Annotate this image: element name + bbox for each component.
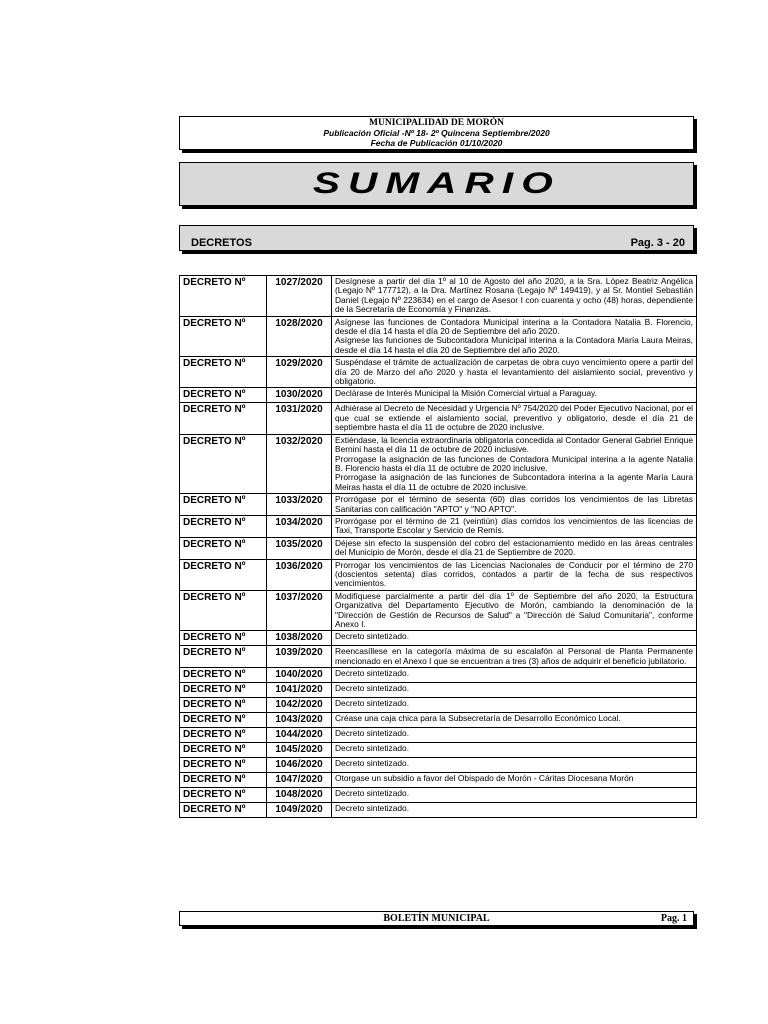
decree-row (180, 559, 697, 590)
decree-number: 1036/2020 (267, 559, 332, 590)
decree-number: 1041/2020 (267, 683, 332, 698)
decree-description: Desígnese a partir del día 1º al 10 de Agosto del año 2020, a la Sra. López Beatriz Angélica (Legajo Nº 177712), a la Dra. Martínez Rosana (Legajo Nº 149419), y al Sr. Montiel Sebastián Daniel (Legajo Nº 223634) en el cargo de Asesor I con cuarenta y ocho (48) horas, dependiente de la Secretaría de Economía y Finanzas. (332, 276, 697, 317)
decree-row (180, 590, 697, 631)
decree-number: 1046/2020 (267, 758, 332, 773)
decree-description: Otorgase un subsidio a favor del Obispado de Morón - Cáritas Diocesana Morón (332, 773, 697, 788)
page-footer (179, 911, 694, 926)
decree-description: Decreto sintetizado. (332, 631, 697, 646)
decree-description: Asígnese las funciones de Contadora Municipal interina a la Contadora Natalia B. Florencio, desde el día 14 hasta el día 20 de Septiembre del año 2020. Asígnese las funciones de Subcontadora Municipal interina a la Contadora María Laura Meiras, desde el día 14 hasta el día 20 de Septiembre del año 2020. (332, 316, 697, 357)
decree-number: 1038/2020 (267, 631, 332, 646)
decree-label: DECRETO Nº (180, 357, 267, 388)
decree-row (180, 316, 697, 357)
decree-label: DECRETO Nº (180, 713, 267, 728)
decree-label: DECRETO Nº (180, 728, 267, 743)
decree-description: Déjese sin efecto la suspensión del cobro del estacionamiento medido en las áreas centrales del Municipio de Morón, desde el día 21 de Septiembre de 2020. (332, 537, 697, 559)
decree-description: Prorrógase por el término de sesenta (60) días corridos los vencimientos de las Libretas Sanitarias con calificación "APTO" y "NO APTO". (332, 494, 697, 516)
decree-description: Decreto sintetizado. (332, 803, 697, 818)
decree-row (180, 683, 697, 698)
decree-label: DECRETO Nº (180, 646, 267, 668)
decree-description: Decreto sintetizado. (332, 743, 697, 758)
decree-description: Créase una caja chica para la Subsecretaría de Desarrollo Económico Local. (332, 713, 697, 728)
decree-label: DECRETO Nº (180, 631, 267, 646)
municipality-name: MUNICIPALIDAD DE MORÓN (369, 118, 504, 128)
decree-description: Suspéndase el trámite de actualización de carpetas de obra cuyo vencimiento opere a partir del día 20 de Marzo del año 2020 y hasta el levantamiento del aislamiento social, preventivo y obligatorio. (332, 357, 697, 388)
decree-number: 1030/2020 (267, 388, 332, 403)
decrees-table-body (180, 276, 697, 818)
decree-number: 1047/2020 (267, 773, 332, 788)
decree-label: DECRETO Nº (180, 743, 267, 758)
decree-row (180, 494, 697, 516)
decree-number: 1042/2020 (267, 698, 332, 713)
decree-label: DECRETO Nº (180, 388, 267, 403)
decree-number: 1044/2020 (267, 728, 332, 743)
decree-row (180, 758, 697, 773)
section-header (179, 225, 694, 251)
decree-number: 1045/2020 (267, 743, 332, 758)
decree-number: 1049/2020 (267, 803, 332, 818)
decree-label: DECRETO Nº (180, 773, 267, 788)
decree-row (180, 276, 697, 317)
decree-label: DECRETO Nº (180, 276, 267, 317)
decree-description: Decreto sintetizado. (332, 683, 697, 698)
decree-row (180, 631, 697, 646)
section-name: DECRETOS (191, 237, 252, 249)
decree-description: Reencasíllese en la categoría máxima de su escalafón al Personal de Planta Permanente mencionado en el Anexo I que se encuentran a tres (3) años de adquirir el beneficio jubilatorio. (332, 646, 697, 668)
decree-label: DECRETO Nº (180, 758, 267, 773)
decree-number: 1028/2020 (267, 316, 332, 357)
decree-description: Prorrogar los vencimientos de las Licencias Nacionales de Conducir por el término de 270 (doscientos setenta) días corridos, contados a partir de la fecha de sus respectivos vencimientos. (332, 559, 697, 590)
decree-description: Adhiérase al Decreto de Necesidad y Urgencia Nº 754/2020 del Poder Ejecutivo Nacional, por el que cual se extiende el aislamiento social, preventivo y obligatorio, desde el día 21 de septiembre hasta el día 11 de octubre de 2020 inclusive. (332, 403, 697, 434)
decree-row (180, 803, 697, 818)
summary-title: SUMARIO (312, 167, 561, 200)
decree-number: 1031/2020 (267, 403, 332, 434)
publication-number: Publicación Oficial -Nº 18- 2º Quincena Septiembre/2020 (323, 128, 550, 138)
decree-row (180, 357, 697, 388)
decree-label: DECRETO Nº (180, 590, 267, 631)
decree-number: 1027/2020 (267, 276, 332, 317)
decree-label: DECRETO Nº (180, 515, 267, 537)
decrees-table (179, 275, 697, 818)
decree-label: DECRETO Nº (180, 494, 267, 516)
decree-label: DECRETO Nº (180, 316, 267, 357)
decree-label: DECRETO Nº (180, 803, 267, 818)
decree-description: Prorrógase por el término de 21 (veintiún) días corridos los vencimientos de las licencias de Taxi, Transporte Escolar y Servicio de Remís. (332, 515, 697, 537)
footer-title: BOLETÍN MUNICIPAL (383, 913, 490, 924)
decree-label: DECRETO Nº (180, 788, 267, 803)
decree-description: Decreto sintetizado. (332, 698, 697, 713)
decree-row (180, 515, 697, 537)
decree-number: 1037/2020 (267, 590, 332, 631)
decree-label: DECRETO Nº (180, 537, 267, 559)
publication-header (179, 116, 694, 150)
decree-row (180, 788, 697, 803)
decree-number: 1032/2020 (267, 434, 332, 493)
decree-number: 1040/2020 (267, 668, 332, 683)
decree-label: DECRETO Nº (180, 683, 267, 698)
decree-label: DECRETO Nº (180, 434, 267, 493)
decree-label: DECRETO Nº (180, 668, 267, 683)
decree-number: 1039/2020 (267, 646, 332, 668)
decree-description: Declárase de Interés Municipal la Misión Comercial virtual a Paraguay. (332, 388, 697, 403)
decree-row (180, 698, 697, 713)
decree-number: 1029/2020 (267, 357, 332, 388)
decree-number: 1043/2020 (267, 713, 332, 728)
section-pages: Pag. 3 - 20 (630, 237, 685, 249)
decree-row (180, 668, 697, 683)
decree-row (180, 646, 697, 668)
decree-row (180, 403, 697, 434)
decree-description: Decreto sintetizado. (332, 668, 697, 683)
decree-description: Extiéndase, la licencia extraordinaria obligatoria concedida al Contador General Gabriel Enrique Bernini hasta el día 11 de octubre de 2020 inclusive. Prorrogase la asignación de las funciones de Contadora Municipal interina a la agente Natalia B. Florencio hasta el día 11 de octubre de 2020 inclusive. Prorrogase la asignación de las funciones de Subcontadora interina a la agente María Laura Meiras hasta el día 11 de octubre de 2020 inclusive. (332, 434, 697, 493)
decree-row (180, 773, 697, 788)
decree-label: DECRETO Nº (180, 698, 267, 713)
decree-number: 1048/2020 (267, 788, 332, 803)
decree-row (180, 434, 697, 493)
decree-row (180, 537, 697, 559)
decree-label: DECRETO Nº (180, 559, 267, 590)
decree-row (180, 743, 697, 758)
decree-number: 1035/2020 (267, 537, 332, 559)
decree-number: 1033/2020 (267, 494, 332, 516)
decree-description: Decreto sintetizado. (332, 758, 697, 773)
decree-number: 1034/2020 (267, 515, 332, 537)
decree-row (180, 728, 697, 743)
decree-label: DECRETO Nº (180, 403, 267, 434)
page-number: Pag. 1 (660, 913, 687, 924)
decree-description: Decreto sintetizado. (332, 788, 697, 803)
publication-date: Fecha de Publicación 01/10/2020 (370, 138, 503, 148)
decree-description: Decreto sintetizado. (332, 728, 697, 743)
decree-row (180, 713, 697, 728)
decree-description: Modifíquese parcialmente a partir del día 1º de Septiembre del año 2020, la Estructura Organizativa del Departamento Ejecutivo de Morón, cambiando la denominación de la "Dirección de Gestión de Recursos de Salud" a "Dirección de Salud Comunitaria", conforme Anexo I. (332, 590, 697, 631)
summary-banner (179, 162, 694, 206)
decree-row (180, 388, 697, 403)
